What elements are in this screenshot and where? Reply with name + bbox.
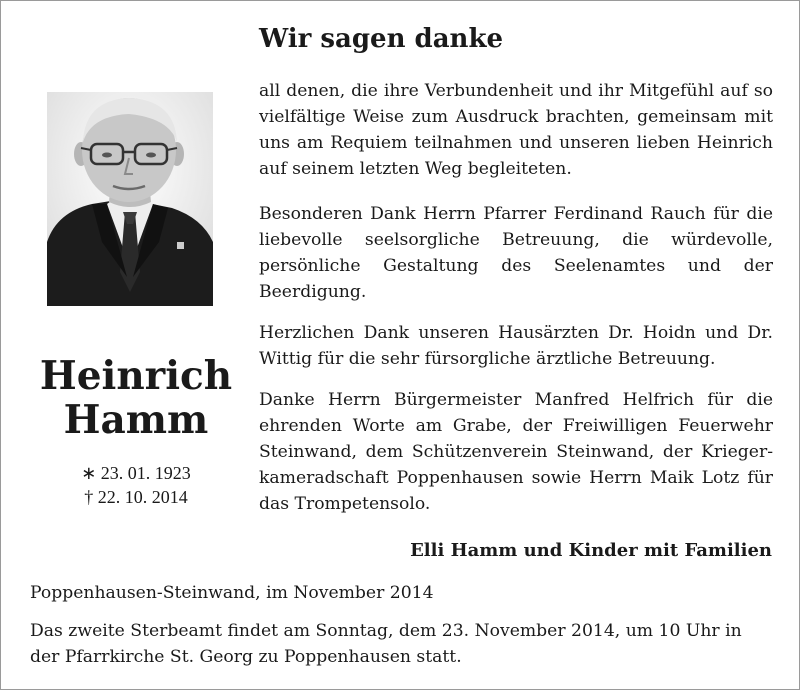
deceased-first-name: Heinrich bbox=[39, 353, 233, 399]
birth-date: ∗ 23. 01. 1923 bbox=[81, 463, 191, 483]
death-date: † 22. 10. 2014 bbox=[84, 487, 188, 507]
thanks-paragraph-2: Besonderen Dank Herrn Pfarrer Ferdinand Rauch für die liebevolle seelsorgliche Betreuung, die würdevolle, persönliche Gestaltung des Seelenamtes und der Beerdigung. bbox=[259, 204, 773, 302]
thanks-paragraph-4: Danke Herrn Bürgermeister Manfred Helfrich für die ehrenden Worte am Grabe, der Freiwilligen Feuerwehr Steinwand, dem Schützenverein Steinwand, der Kriegerkameradschaft Poppenhausen sowie Herrn Maik Lotz für das Trompetensolo. bbox=[259, 390, 773, 514]
place-date: Poppenhausen-Steinwand, im November 2014 bbox=[30, 583, 434, 603]
thanks-paragraph-3: Herzlichen Dank unseren Hausärzten Dr. Hoidn und Dr. Wittig für die sehr fürsorgliche ärztliche Betreuung. bbox=[259, 323, 773, 369]
deceased-last-name: Hamm bbox=[63, 397, 209, 443]
service-note: Das zweite Sterbeamt findet am Sonntag, dem 23. November 2014, um 10 Uhr in der Pfarrkirche St. Georg zu Poppenhausen statt. bbox=[30, 621, 742, 667]
family-signature: Elli Hamm und Kinder mit Familien bbox=[410, 540, 772, 561]
thanks-paragraph-1: all denen, die ihre Verbundenheit und ihr Mitgefühl auf so vielfältige Weise zum Ausdruck brachten, gemeinsam mit uns am Requiem teilnahmen und unseren lieben Heinrich auf seinem letzten Weg begleiteten. bbox=[259, 81, 773, 179]
ad-heading: Wir sagen danke bbox=[259, 24, 504, 54]
portrait-photo-icon bbox=[47, 92, 213, 306]
portrait-photo bbox=[47, 92, 213, 306]
